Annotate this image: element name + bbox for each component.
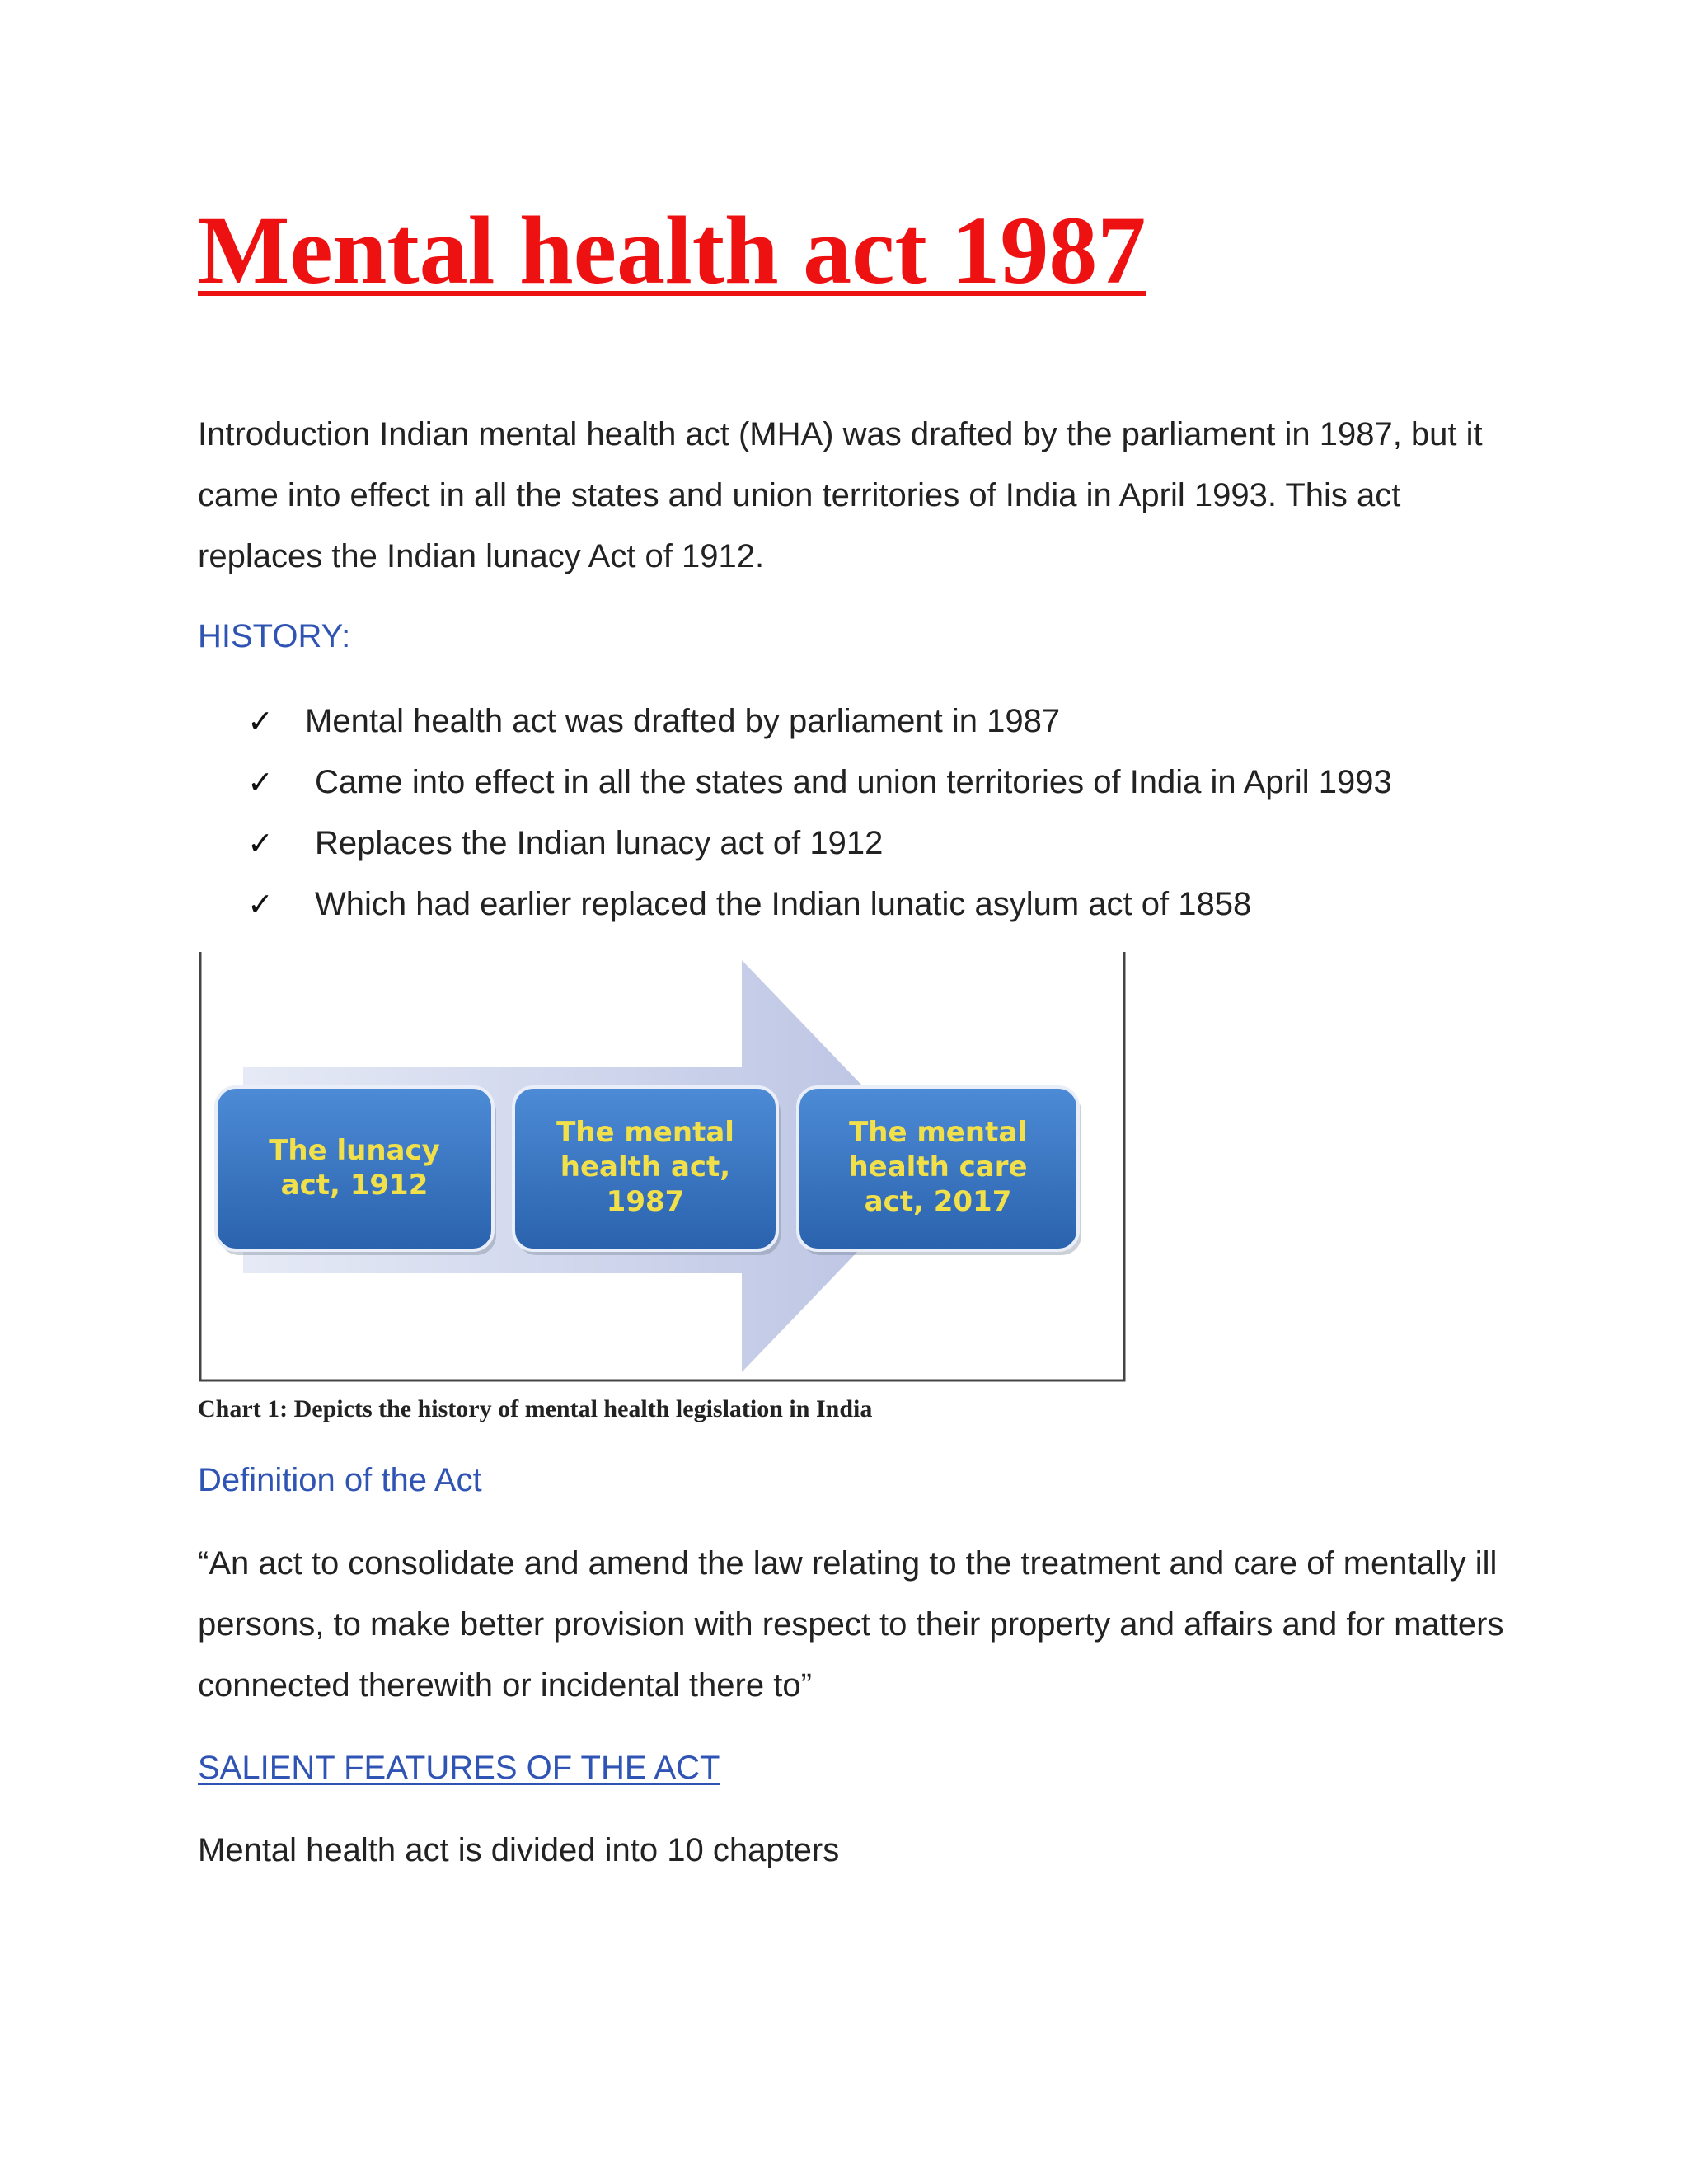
definition-heading: Definition of the Act — [198, 1462, 482, 1498]
list-item — [247, 813, 1392, 874]
timeline-box-3 — [798, 1087, 1081, 1255]
salient-features-heading[interactable]: SALIENT FEATURES OF THE ACT — [198, 1750, 720, 1786]
page-title: Mental health act 1987 — [198, 196, 1146, 304]
list-item-text: Came into effect in all the states and union territories of India in April 1993 — [315, 764, 1392, 800]
box-1-line-1: The lunacy — [269, 1134, 440, 1167]
checkmark-icon: ✓ — [247, 888, 274, 922]
list-item-text: Which had earlier replaced the Indian lunatic asylum act of 1858 — [315, 886, 1252, 922]
salient-features-text: Mental health act is divided into 10 chapters — [198, 1832, 840, 1868]
box-3-line-3: act, 2017 — [864, 1185, 1012, 1218]
box-2-line-1: The mental — [556, 1116, 734, 1149]
list-item — [247, 752, 1392, 813]
box-2-line-2: health act, — [560, 1151, 731, 1183]
figure-caption: Chart 1: Depicts the history of mental health legislation in India — [198, 1395, 873, 1422]
list-item — [247, 874, 1392, 935]
definition-text: “An act to consolidate and amend the law relating to the treatment and care of mentally ill persons, to make better provision with respect to their property and affairs and for matters connected therewith or incidental there to” — [198, 1545, 1504, 1704]
timeline-box-2 — [513, 1087, 781, 1255]
box-3-line-1: The mental — [849, 1116, 1027, 1149]
list-item-text: Replaces the Indian lunacy act of 1912 — [315, 825, 884, 861]
checkmark-icon: ✓ — [247, 705, 274, 739]
history-figure — [198, 952, 1126, 1390]
list-item-text: Mental health act was drafted by parliament in 1987 — [305, 703, 1061, 739]
timeline-box-1 — [216, 1087, 496, 1255]
history-heading: HISTORY: — [198, 618, 351, 654]
box-1-line-2: act, 1912 — [280, 1169, 429, 1202]
box-3-line-2: health care — [848, 1151, 1028, 1183]
checkmark-icon: ✓ — [247, 827, 274, 861]
history-list — [247, 691, 1392, 935]
list-item — [247, 691, 1392, 752]
intro-paragraph: Introduction Indian mental health act (MHA) was drafted by the parliament in 1987, but it came into effect in all the states and union territories of India in April 1993. This act replaces the Indian lunacy Act of 1912. — [198, 416, 1483, 574]
checkmark-icon: ✓ — [247, 766, 274, 800]
history-timeline-diagram — [198, 952, 1126, 1390]
box-2-line-3: 1987 — [606, 1185, 685, 1218]
